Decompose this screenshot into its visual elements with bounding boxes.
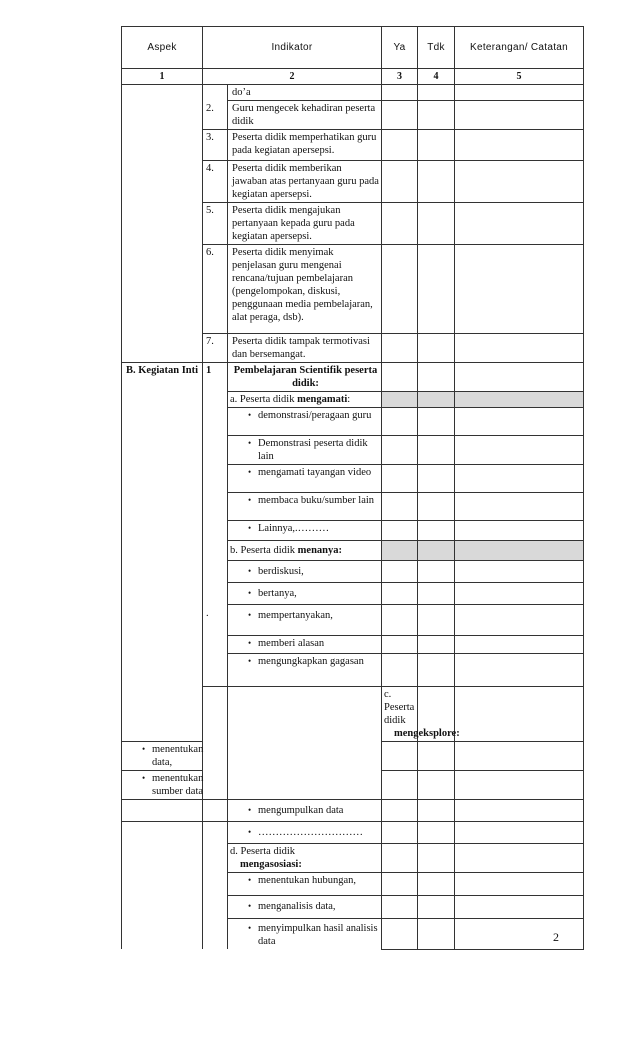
blank-number-cell xyxy=(203,392,228,541)
ya-cell xyxy=(382,541,418,561)
ya-cell xyxy=(382,408,418,436)
ya-cell xyxy=(382,742,418,771)
tdk-cell xyxy=(418,583,455,605)
ya-cell xyxy=(382,800,418,822)
tdk-cell xyxy=(418,493,455,521)
tdk-cell xyxy=(418,392,455,408)
tdk-cell xyxy=(418,203,455,245)
keterangan-cell xyxy=(455,919,584,950)
table-row xyxy=(122,363,584,392)
ya-cell xyxy=(382,873,418,896)
keterangan-cell xyxy=(455,101,584,130)
list-item: • mengumpulkan data xyxy=(228,800,382,822)
list-item: • menentukan hubungan, xyxy=(228,873,382,896)
tdk-cell xyxy=(418,873,455,896)
list-item: • Lainnya,.……… xyxy=(228,521,382,541)
tdk-cell xyxy=(418,800,455,822)
dot-cell: . xyxy=(203,541,228,687)
keterangan-cell xyxy=(455,561,584,583)
list-item: • mengungkapkan gagasan xyxy=(228,654,382,687)
tdk-cell xyxy=(418,436,455,465)
col-number: 3 xyxy=(382,69,418,85)
ya-cell xyxy=(382,844,418,873)
scientific-title: Pembelajaran Scientifik peserta didik: xyxy=(228,363,382,392)
tdk-cell xyxy=(418,896,455,919)
keterangan-cell xyxy=(455,822,584,844)
item-text: Peserta didik memberikan jawaban atas pertanyaan guru pada kegiatan apersepsi. xyxy=(228,161,382,203)
item-text: do’a xyxy=(228,85,382,101)
column-number-row xyxy=(122,69,584,85)
tdk-cell xyxy=(418,636,455,654)
tdk-cell xyxy=(418,844,455,873)
keterangan-cell xyxy=(455,363,584,392)
keterangan-cell xyxy=(455,896,584,919)
item-text: Peserta didik memperhatikan guru pada kegiatan apersepsi. xyxy=(228,130,382,161)
page-number: 2 xyxy=(553,930,559,944)
ya-cell xyxy=(382,203,418,245)
item-number: 7. xyxy=(203,334,228,363)
item-number: 2. xyxy=(203,101,228,130)
keterangan-cell xyxy=(455,493,584,521)
keterangan-cell xyxy=(455,161,584,203)
keterangan-cell xyxy=(455,583,584,605)
ya-cell xyxy=(382,919,418,950)
keterangan-cell xyxy=(455,636,584,654)
ya-cell xyxy=(382,245,418,334)
subheading-mengeksplore: c. Peserta didik mengeksplore: xyxy=(382,687,418,742)
aspek-kegiatan-inti: B. Kegiatan Inti xyxy=(122,363,203,742)
keterangan-cell xyxy=(455,654,584,687)
observation-table xyxy=(121,26,584,950)
ya-cell xyxy=(382,161,418,203)
item-number: 1 xyxy=(203,363,228,392)
header-aspek: Aspek xyxy=(122,27,203,69)
table-row xyxy=(122,822,584,844)
tdk-cell xyxy=(418,654,455,687)
ya-cell xyxy=(382,436,418,465)
col-number: 1 xyxy=(122,69,203,85)
header-keterangan: Keterangan/ Catatan xyxy=(455,27,584,69)
keterangan-cell xyxy=(455,844,584,873)
list-item: • bertanya, xyxy=(228,583,382,605)
table-row xyxy=(122,800,584,822)
ya-cell xyxy=(382,771,418,800)
item-number: 4. xyxy=(203,161,228,203)
item-text: Guru mengecek kehadiran peserta didik xyxy=(228,101,382,130)
item-text: Peserta didik menyimak penjelasan guru mengenai rencana/tujuan pembelajaran (pengelompokan, diskusi, penggunaan media pembelajaran, alat peraga, dsb). xyxy=(228,245,382,334)
aspek-cell xyxy=(122,800,203,822)
item-text: Peserta didik mengajukan pertanyaan kepada guru pada kegiatan apersepsi. xyxy=(228,203,382,245)
tdk-cell xyxy=(418,822,455,844)
header-indikator: Indikator xyxy=(203,27,382,69)
blank-number-cell xyxy=(203,822,228,950)
keterangan-cell xyxy=(455,541,584,561)
aspek-cell xyxy=(203,687,228,800)
header-tdk: Tdk xyxy=(418,27,455,69)
list-item: • demonstrasi/peragaan guru xyxy=(228,408,382,436)
item-number xyxy=(203,85,228,101)
subheading-menanya: b. Peserta didik menanya: xyxy=(228,541,382,561)
tdk-cell xyxy=(418,245,455,334)
keterangan-cell xyxy=(455,465,584,493)
tdk-cell xyxy=(418,465,455,493)
tdk-cell xyxy=(418,561,455,583)
list-item: • mengamati tayangan video xyxy=(228,465,382,493)
list-item: • menganalisis data, xyxy=(228,896,382,919)
keterangan-cell xyxy=(455,203,584,245)
keterangan-cell xyxy=(455,392,584,408)
col-number: 4 xyxy=(418,69,455,85)
tdk-cell xyxy=(418,919,455,950)
ya-cell xyxy=(382,605,418,636)
list-item: • Demonstrasi peserta didik lain xyxy=(228,436,382,465)
ya-cell xyxy=(382,822,418,844)
keterangan-cell xyxy=(455,800,584,822)
keterangan-cell xyxy=(455,521,584,541)
list-item: • menyimpulkan hasil analisis data xyxy=(228,919,382,950)
keterangan-cell xyxy=(455,436,584,465)
ya-cell xyxy=(382,392,418,408)
blank-number-cell xyxy=(228,687,382,800)
ya-cell xyxy=(382,130,418,161)
keterangan-cell xyxy=(455,873,584,896)
col-number: 2 xyxy=(203,69,382,85)
blank-number-cell xyxy=(203,800,228,822)
keterangan-cell xyxy=(455,771,584,800)
keterangan-cell xyxy=(455,85,584,101)
header-ya: Ya xyxy=(382,27,418,69)
tdk-cell xyxy=(418,742,455,771)
keterangan-cell xyxy=(455,408,584,436)
list-item: • berdiskusi, xyxy=(228,561,382,583)
aspek-cell xyxy=(122,85,203,363)
tdk-cell xyxy=(418,408,455,436)
ya-cell xyxy=(382,561,418,583)
tdk-cell xyxy=(418,130,455,161)
keterangan-cell xyxy=(455,130,584,161)
ya-cell xyxy=(382,334,418,363)
ya-cell xyxy=(382,654,418,687)
tdk-cell xyxy=(418,521,455,541)
ya-cell xyxy=(382,493,418,521)
ya-cell xyxy=(382,465,418,493)
keterangan-cell xyxy=(455,742,584,771)
tdk-cell xyxy=(418,85,455,101)
subheading-mengasosiasi: d. Peserta didik mengasosiasi: xyxy=(228,844,382,873)
tdk-cell xyxy=(418,363,455,392)
list-item: • ………………………… xyxy=(228,822,382,844)
ya-cell xyxy=(382,896,418,919)
ya-cell xyxy=(382,85,418,101)
list-item: • menentukan data, xyxy=(122,742,203,771)
aspek-cell xyxy=(122,822,203,950)
list-item: • membaca buku/sumber lain xyxy=(228,493,382,521)
tdk-cell xyxy=(418,605,455,636)
item-text: Peserta didik tampak termotivasi dan bersemangat. xyxy=(228,334,382,363)
list-item: • memberi alasan xyxy=(228,636,382,654)
tdk-cell xyxy=(418,541,455,561)
ya-cell xyxy=(382,583,418,605)
list-item: • mempertanyakan, xyxy=(228,605,382,636)
item-number: 6. xyxy=(203,245,228,334)
ya-cell xyxy=(382,636,418,654)
tdk-cell xyxy=(418,771,455,800)
list-item: • menentukan sumber data xyxy=(122,771,203,800)
header-row xyxy=(122,27,584,69)
table-row xyxy=(122,85,584,101)
tdk-cell xyxy=(418,101,455,130)
ya-cell xyxy=(382,363,418,392)
keterangan-cell xyxy=(455,245,584,334)
tdk-cell xyxy=(418,161,455,203)
item-number: 3. xyxy=(203,130,228,161)
ya-cell xyxy=(382,101,418,130)
subheading-mengamati: a. Peserta didik mengamati: xyxy=(228,392,382,408)
tdk-cell xyxy=(418,334,455,363)
ya-cell xyxy=(382,521,418,541)
tdk-cell xyxy=(455,687,584,742)
keterangan-cell xyxy=(455,605,584,636)
item-number: 5. xyxy=(203,203,228,245)
keterangan-cell xyxy=(455,334,584,363)
col-number: 5 xyxy=(455,69,584,85)
